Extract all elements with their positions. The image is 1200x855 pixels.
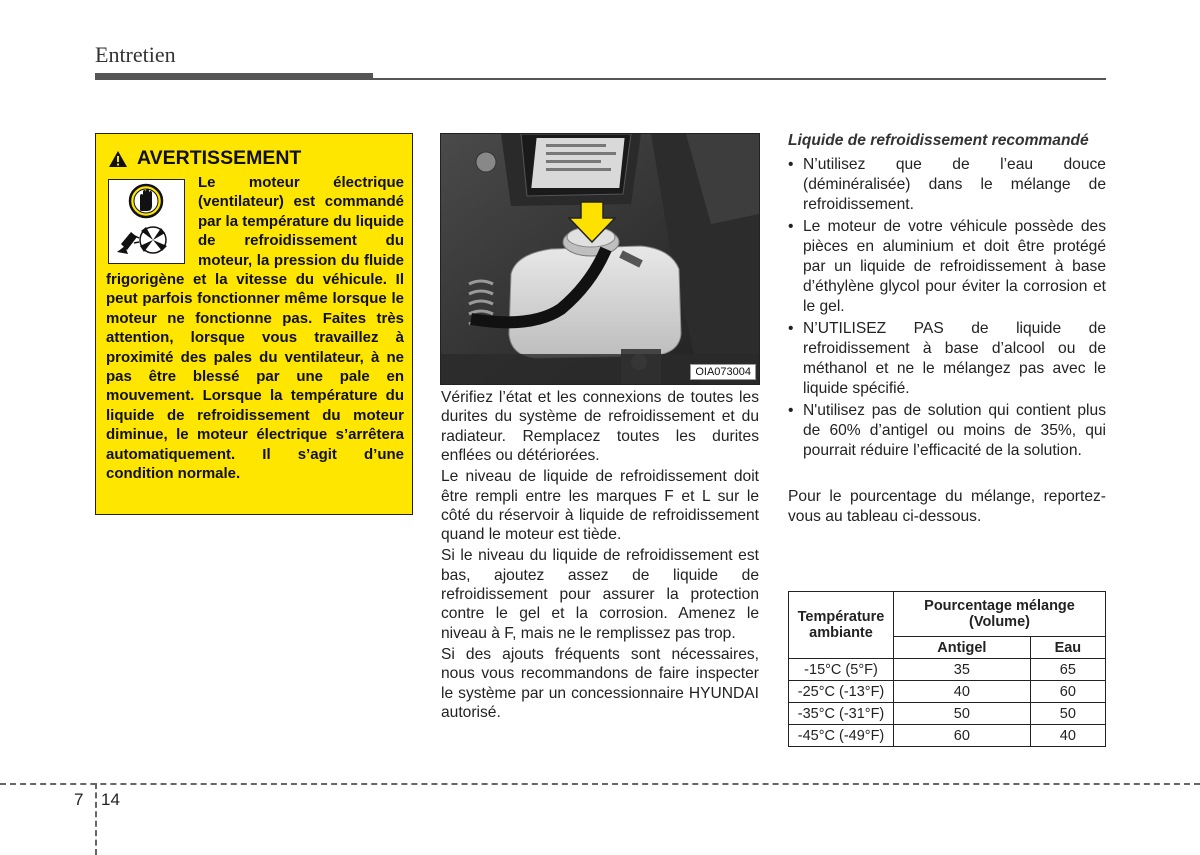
warning-box: [95, 133, 413, 515]
table-row: [789, 681, 1106, 703]
cell-antigel: 50: [894, 703, 1031, 725]
warning-body: [106, 173, 404, 484]
page-number: 14: [101, 790, 120, 809]
bullet-item: • N’utilisez que de l’eau douce (déminéralisée) dans le mélange de refroidissement.: [788, 155, 1106, 215]
engine-bay-photo: [440, 133, 760, 385]
cell-temp: -15°C (5°F): [789, 659, 894, 681]
paragraph: Si des ajouts fréquents sont nécessaires, nous vous recommandons de faire inspecter le système par un concessionnaire HYUNDAI autorisé.: [441, 645, 759, 721]
cell-temp: -45°C (-49°F): [789, 725, 894, 747]
header-rule: [95, 73, 373, 80]
warning-text: Le moteur électrique (ventilateur) est commandé par la température du liquide de refroidissement du moteur, la pression du fluide frigorigène et la vitesse du véhicule. Il peut parfois fonctionner même lorsque le moteur ne fonctionne pas. Faites très attention, lorsque vous travaillez à proximité des pales du ventilateur, à ne pas être blessé par une pale en mouvement. Lorsque la température du liquide de refroidissement du moteur diminue, le moteur électrique s’arrêtera automatiquement. Il s’agit d’une condition normale.: [106, 174, 404, 483]
table-row: [789, 703, 1106, 725]
header-temperature: Température ambiante: [789, 592, 894, 659]
cell-antigel: 60: [894, 725, 1031, 747]
bullet-item: • N'utilisez pas de solution qui contient plus de 60% d’antigel ou moins de 35%, qui pourrait réduire l’efficacité de la solution.: [788, 401, 1106, 461]
bullet-list: [788, 155, 1106, 461]
warning-heading: [108, 147, 301, 170]
cell-eau: 50: [1030, 703, 1105, 725]
paragraph: Le niveau de liquide de refroidissement doit être rempli entre les marques F et L sur le côté du réservoir à liquide de refroidissement quand le moteur est tiède.: [441, 468, 759, 544]
page-header-title: Entretien: [95, 42, 176, 67]
header-percentage: Pourcentage mélange (Volume): [894, 592, 1106, 637]
cell-eau: 40: [1030, 725, 1105, 747]
cell-antigel: 40: [894, 681, 1031, 703]
warning-title: AVERTISSEMENT: [137, 147, 302, 169]
table-row: [789, 725, 1106, 747]
cell-antigel: 35: [894, 659, 1031, 681]
cell-eau: 65: [1030, 659, 1105, 681]
bullet-item: • N’UTILISEZ PAS de liquide de refroidissement à base d’alcool ou de méthanol et ne le mélangez pas avec le liquide spécifié.: [788, 319, 1106, 399]
chapter-number: 7: [74, 790, 84, 809]
coolant-mix-table: [788, 591, 1106, 747]
header-eau: Eau: [1030, 637, 1105, 659]
warning-triangle-icon: [108, 150, 128, 168]
photo-code: OIA073004: [690, 364, 756, 380]
middle-column: [441, 388, 759, 724]
paragraph: Vérifiez l’état et les connexions de toutes les durites du système de refroidissement et du radiateur. Remplacez toutes les durites enflées ou détériorées.: [441, 389, 759, 465]
cell-eau: 60: [1030, 681, 1105, 703]
right-column: [788, 131, 1106, 527]
header-rule-thin: [373, 78, 1106, 80]
cell-temp: -35°C (-31°F): [789, 703, 894, 725]
paragraph: Si le niveau du liquide de refroidissement est bas, ajoutez assez de liquide de refroidissement pour assurer la protection contre le gel et la corrosion. Amenez le niveau à F, mais ne le remplissez pas trop.: [441, 547, 759, 642]
bullet-item: • Le moteur de votre véhicule possède des pièces en aluminium et doit être protégé par un liquide de refroidissement à base d’éthylène glycol pour éviter la corrosion et le gel.: [788, 217, 1106, 317]
section-subheading: Liquide de refroidissement recommandé: [788, 132, 1089, 149]
header-antigel: Antigel: [894, 637, 1031, 659]
cell-temp: -25°C (-13°F): [789, 681, 894, 703]
table-intro: Pour le pourcentage du mélange, reportez-vous au tableau ci-dessous.: [788, 488, 1106, 525]
table-row: [789, 659, 1106, 681]
footer-divider: [95, 783, 97, 855]
footer-rule: [0, 783, 1200, 785]
